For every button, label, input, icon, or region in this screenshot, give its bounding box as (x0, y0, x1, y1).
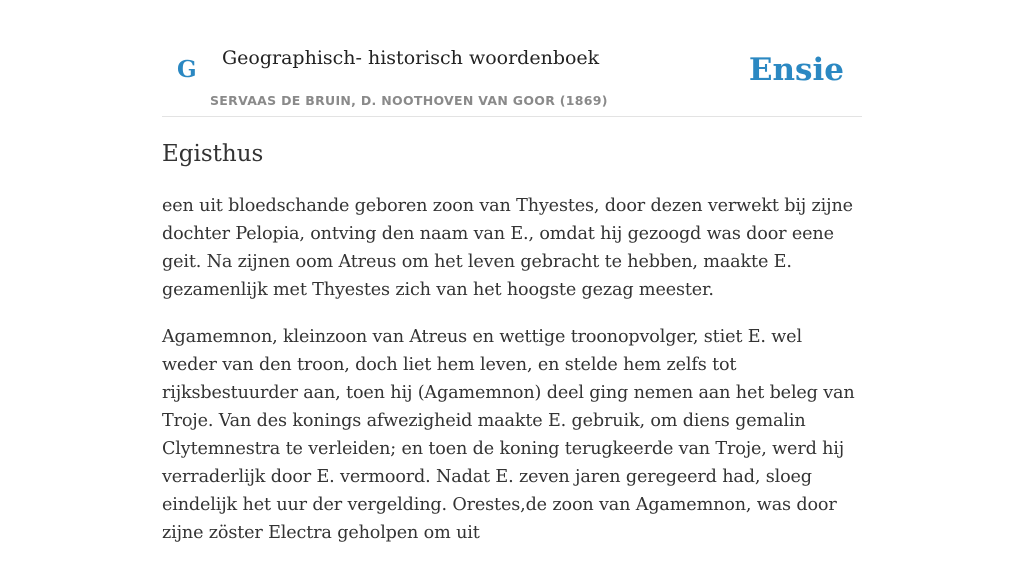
entry-paragraph: Agamemnon, kleinzoon van Atreus en wettige troonopvolger, stiet E. wel weder van den troon, doch liet hem leven, en stelde hem zelfs tot rijksbestuurder aan, toen hij (Agamemnon) deel ging nemen aan het beleg van Troje. Van des konings afwezigheid maakte E. gebruik, om diens gemalin Clytemnestra te verleiden; en toen de koning terugkeerde van Troje, werd hij verraderlijk door E. vermoord. Nadat E. zeven jaren geregeerd had, sloeg eindelijk het uur der vergelding. Orestes,de zoon van Agamemnon, was door zijne zöster Electra geholpen om uit (162, 327, 855, 543)
entry-paragraph: een uit bloedschande geboren zoon van Thyestes, door dezen verwekt bij zijne dochter Pelopia, ontving den naam van E., omdat hij gezoogd was door eene geit. Na zijnen oom Atreus om het leven gebracht te hebben, maakte E. gezamenlijk met Thyestes zich van het hoogste gezag meester. (162, 196, 853, 300)
ensie-logo[interactable]: Ensie (748, 52, 844, 88)
book-title-link[interactable]: Geographisch- historisch woordenboek (222, 47, 600, 69)
entry-body (162, 192, 862, 566)
entry-title: Egisthus (162, 141, 264, 167)
book-letter-icon[interactable]: G (177, 56, 197, 83)
book-header (162, 0, 862, 117)
book-author: SERVAAS DE BRUIN, D. NOOTHOVEN VAN GOOR (1869) (210, 93, 608, 108)
